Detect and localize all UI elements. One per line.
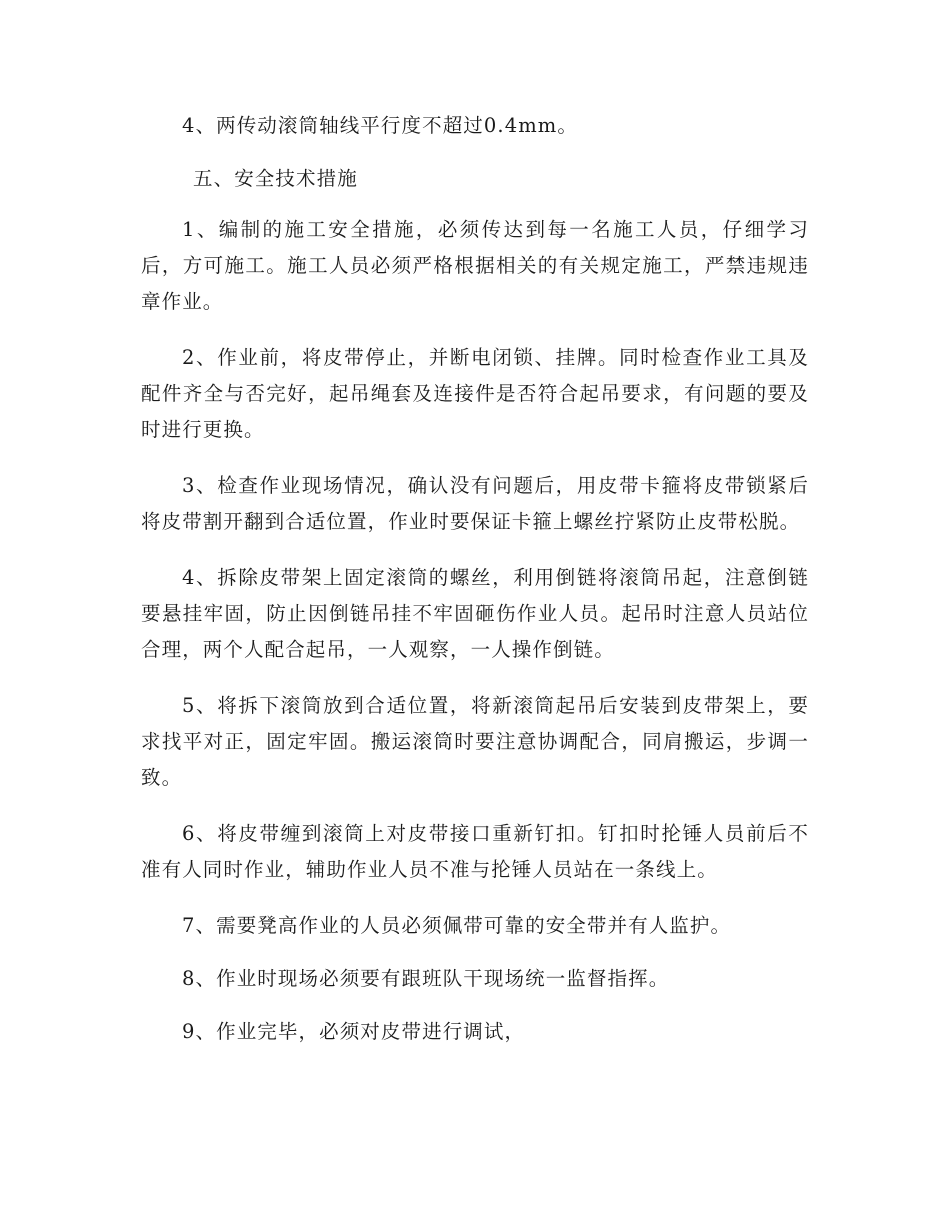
paragraph-measure-2: 2、作业前，将皮带停止，并断电闭锁、挂牌。同时检查作业工具及配件齐全与否完好，起吊绳套及连接件是否符合起吊要求，有问题的要及时进行更换。	[141, 346, 809, 441]
document-body	[141, 108, 809, 1070]
paragraph-measure-6: 6、将皮带缠到滚筒上对皮带接口重新钉扣。钉扣时抡锤人员前后不准有人同时作业，辅助作业人员不准与抡锤人员站在一条线上。	[141, 822, 809, 881]
paragraph-parallelism-requirement: 4、两传动滚筒轴线平行度不超过0.4mm。	[182, 114, 578, 137]
paragraph-measure-9: 9、作业完毕，必须对皮带进行调试，	[182, 1020, 526, 1043]
paragraph-measure-7: 7、需要凳高作业的人员必须佩带可靠的安全带并有人监护。	[182, 914, 732, 937]
paragraph-measure-5: 5、将拆下滚筒放到合适位置，将新滚筒起吊后安装到皮带架上，要求找平对正，固定牢固。搬运滚筒时要注意协调配合，同肩搬运，步调一致。	[141, 694, 809, 789]
paragraph-measure-1: 1、编制的施工安全措施，必须传达到每一名施工人员，仔细学习后，方可施工。施工人员必须严格根据相关的有关规定施工，严禁违规违章作业。	[141, 218, 809, 313]
section-heading-safety-measures: 五、安全技术措施	[193, 167, 358, 190]
paragraph-measure-4: 4、拆除皮带架上固定滚筒的螺丝，利用倒链将滚筒吊起，注意倒链要悬挂牢固，防止因倒链吊挂不牢固砸伤作业人员。起吊时注意人员站位合理，两个人配合起吊，一人观察，一人操作倒链。	[141, 566, 809, 661]
paragraph-measure-3: 3、检查作业现场情况，确认没有问题后，用皮带卡箍将皮带锁紧后将皮带割开翻到合适位置，作业时要保证卡箍上螺丝拧紧防止皮带松脱。	[141, 474, 809, 533]
paragraph-measure-8: 8、作业时现场必须要有跟班队干现场统一监督指挥。	[182, 967, 670, 990]
